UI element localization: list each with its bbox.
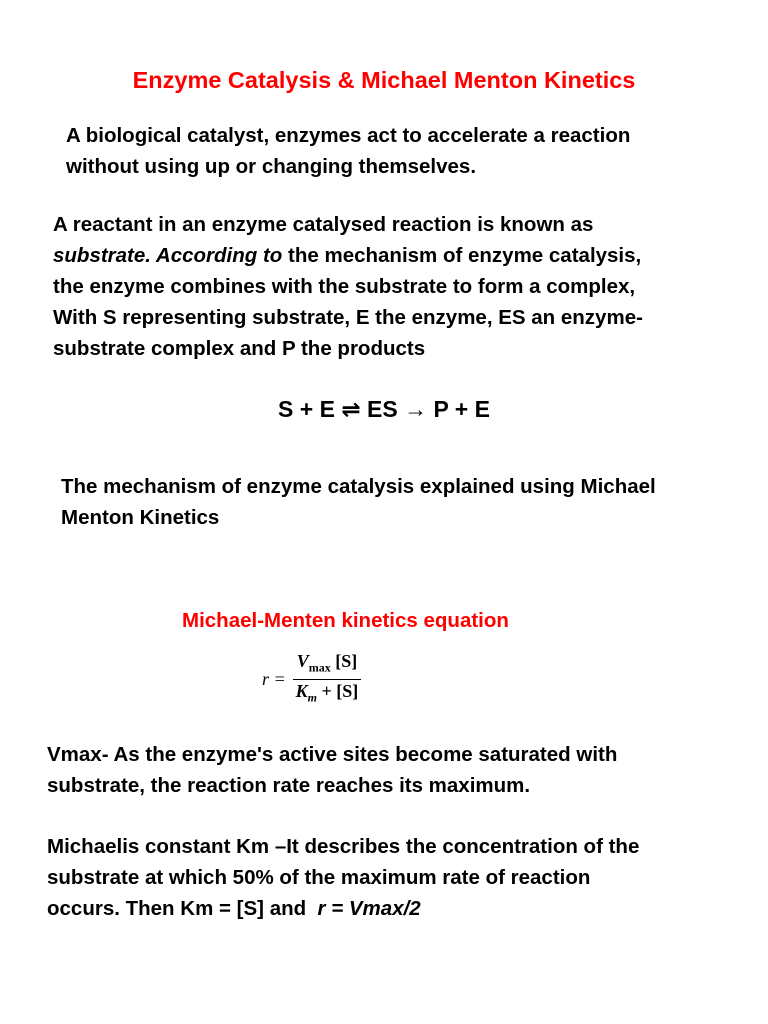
vmax-line-1: Vmax- As the enzyme's active sites become saturated with — [47, 743, 618, 766]
vmax-subscript: max — [308, 660, 331, 675]
substrate-line-1: A reactant in an enzyme catalysed reaction is known as — [53, 213, 594, 236]
equation-heading: Michael-Menten kinetics equation — [182, 609, 509, 632]
equation-fraction — [292, 650, 363, 708]
half-vmax-formula: r = Vmax/2 — [317, 897, 421, 920]
km-line-1: Michaelis constant Km –It describes the concentration of the — [47, 835, 640, 858]
substrate-line-4: With S representing substrate, E the enzyme, ES an enzyme- — [53, 306, 643, 329]
substrate-line-2 — [53, 240, 643, 271]
intro-line-1: A biological catalyst, enzymes act to accelerate a reaction — [66, 124, 631, 147]
equation-lhs: r = — [262, 668, 286, 689]
substrate-term: substrate. According to — [53, 244, 283, 267]
vmax-symbol: V — [296, 651, 309, 671]
substrate-line-3: the enzyme combines with the substrate to form a complex, — [53, 275, 636, 298]
substrate-line-5: substrate complex and P the products — [53, 337, 426, 360]
km-subscript: m — [307, 690, 318, 705]
denominator-rest: + [S] — [317, 680, 359, 701]
mechanism-line-2: Menton Kinetics — [61, 506, 220, 529]
equation-numerator — [293, 650, 362, 680]
km-symbol: K — [295, 680, 308, 701]
equation-denominator — [292, 680, 363, 709]
mechanism-paragraph — [61, 471, 656, 533]
substrate-paragraph — [53, 209, 643, 364]
mechanism-line-1: The mechanism of enzyme catalysis explained using Michael — [61, 475, 656, 498]
michaelis-menten-equation — [262, 650, 362, 708]
numerator-rest: [S] — [330, 651, 358, 671]
intro-line-2: without using up or changing themselves. — [66, 155, 477, 178]
intro-paragraph — [66, 120, 630, 182]
km-line-3 — [47, 893, 639, 924]
vmax-line-2: substrate, the reaction rate reaches its maximum. — [47, 774, 531, 797]
substrate-line-2-rest: the mechanism of enzyme catalysis, — [282, 244, 642, 267]
km-paragraph — [47, 831, 639, 924]
km-line-3-start: occurs. Then Km = [S] and — [47, 897, 318, 920]
reaction-scheme: S + E ⇌ ES → P + E — [278, 396, 490, 422]
km-line-2: substrate at which 50% of the maximum rate of reaction — [47, 866, 591, 889]
page-title: Enzyme Catalysis & Michael Menton Kinetics — [132, 67, 636, 93]
vmax-paragraph — [47, 739, 617, 801]
